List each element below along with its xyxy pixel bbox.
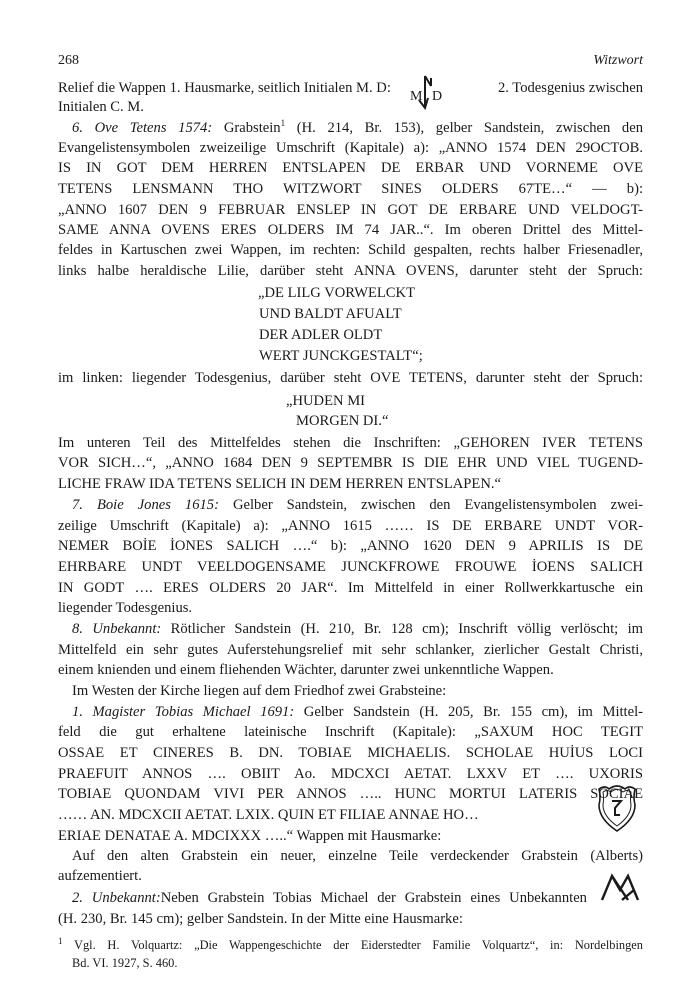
- text-line: feldes in Kartuschen zwei Wappen, im rechten: Schild gespalten, rechts halber Friesenadler,: [58, 242, 643, 258]
- entry-6-line: 6. Ove Tetens 1574: Grabstein$^1$ (H. 214, Br. 153), gelber Sandstein, zwischen den: [72, 118, 643, 136]
- section-intro-line: Im Westen der Kirche liegen auf dem Friedhof zwei Grabsteine:: [72, 683, 447, 699]
- text-line: TOBIAE QUONDAM VIVI PER ANNOS ….. HUNC MORTUI LATERIS SOCIAE: [58, 786, 643, 802]
- text-line: (H. 230, Br. 145 cm); gelber Sandstein. In der Mitte eine Hausmarke:: [58, 911, 463, 927]
- text-line: …… AN. MDCXCII AETAT. LXIX. QUIN ET FILIAE ANNAE HO…: [58, 807, 479, 823]
- text-line: aufzementiert.: [58, 868, 142, 884]
- text-line: Evangelistensymbolen zweizeilige Umschrift (Kapitale) a): „ANNO 1574 DEN 29OCTOB.: [58, 140, 643, 156]
- entry-7-line: 7. Boie Jones 1615: Gelber Sandstein, zwischen den Evangelistensymbolen zwei-: [72, 497, 643, 513]
- initial-d: D: [432, 89, 443, 104]
- footnote: $^1$ Vgl. H. Volquartz: „Die Wappengeschichte der Eiderstedter Familie Volquartz“, in: Nordelbingen: [58, 935, 643, 952]
- verse-line: UND BALDT AFUALT: [259, 306, 402, 322]
- entry-1-line: 1. Magister Tobias Michael 1691: Gelber Sandstein (H. 205, Br. 155 cm), im Mittel-: [72, 704, 644, 720]
- text-line: IN GODT …. ERES OLDERS 20 JAR“. Im Mittelfeld in einer Rollwerkkartusche ein: [58, 580, 643, 596]
- page-header: [58, 53, 643, 73]
- verse-line: WERT JUNCKGESTALT“;: [259, 348, 423, 364]
- verse-line: DER ADLER OLDT: [259, 327, 383, 343]
- text-line: VOR SICH…“, „ANNO 1684 DEN 9 SEPTEMBR IS DIE EHR UND VIEL TUGEND-: [58, 455, 643, 471]
- text-line: Initialen C. M.: [58, 99, 144, 115]
- text-line: Im unteren Teil des Mittelfeldes stehen die Inschriften: „GEHOREN IVER TETENS: [58, 435, 643, 451]
- text-line: SAME ANNA OVENS ERES OLDERS IM 74 JAR..“. Im oberen Drittel des Mittel-: [58, 222, 643, 238]
- text-line: 2. Todesgenius zwischen: [497, 80, 643, 96]
- text-line: TETENS LENSMANN THO WITZWORT SINES OLDERS 67TE…“ — b):: [58, 181, 643, 197]
- text-line: IS IN GOT DEM HERREN ENTSLAPEN DE ERBAR UND VORNEME OVE: [58, 160, 643, 176]
- text-line: Relief die Wappen 1. Hausmarke, seitlich Initialen M. D:: [58, 80, 391, 96]
- entry-8-line: 8. Unbekannt: Rötlicher Sandstein (H. 210, Br. 128 cm); Inschrift völlig verlöscht; im: [72, 621, 643, 637]
- coat-of-arms-shield-icon: [595, 783, 639, 835]
- text-line: EHRBARE UNDT VEELDOGENSAME JUNCKFROWE FROUWE İOENS SALICH: [58, 559, 643, 575]
- text-line: liegender Todesgenius.: [58, 600, 193, 616]
- house-mark-chevron-icon: [598, 870, 642, 906]
- text-line: im linken: liegender Todesgenius, darüber steht OVE TETENS, darunter steht der Spruch:: [58, 370, 643, 386]
- initial-m: M: [410, 89, 423, 104]
- text-line: feld die gut erhaltene lateinische Inschrift (Kapitale): „SAXUM HOC TEGIT: [58, 724, 643, 740]
- text-line: Auf den alten Grabstein ein neuer, einzelne Teile verdeckender Grabstein (Alberts): [72, 848, 643, 864]
- text-line: „ANNO 1607 DEN 9 FEBRUAR ENSLEP IN GOT DE ERBARE UND VELDOGT-: [58, 202, 643, 218]
- footnote-ref[interactable]: 1: [280, 118, 286, 129]
- text-line: OSSAE ET CINERES B. DN. TOBIAE MICHAELIS. SCHOLAE HUİUS LOCI: [58, 745, 643, 761]
- text-line: LICHE FRAW IDA TETENS SELICH IN DEM HERREN ENTSLAPEN.“: [58, 476, 501, 492]
- house-mark-md-icon: [406, 72, 470, 112]
- text-line: ERIAE DENATAE A. MDCIXXX …..“ Wappen mit Hausmarke:: [58, 828, 442, 844]
- text-line: links halbe heraldische Lilie, darüber steht ANNA OVENS, darunter steht der Spruch:: [58, 263, 643, 279]
- text-line: einem knienden und einem fliehenden Wächter, darunter zwei unkenntliche Wappen.: [58, 662, 554, 678]
- running-title: Witzwort: [593, 53, 643, 68]
- footnote-marker: 1: [58, 935, 63, 946]
- footnote-continuation: Bd. VI. 1927, S. 460.: [72, 956, 178, 970]
- text-line: NEMER BOİE İONES SALICH ….“ b): „ANNO 1620 DEN 9 APRILIS IS DE: [58, 538, 643, 554]
- text-line: PRAEFUIT ANNOS …. OBIIT Ao. MDCXCI AETAT. LXXV ET …. UXORIS: [58, 766, 643, 782]
- verse-line: „DE LILG VORWELCKT: [258, 285, 415, 301]
- text-line: Mittelfeld ein sehr gutes Auferstehungsrelief mit sehr schlanker, zierlicher Gestalt Christi,: [58, 642, 643, 658]
- text-line: zeilige Umschrift (Kapitale) a): „ANNO 1615 …… IS DE ERBARE UNDT VOR-: [58, 518, 643, 534]
- verse-line: „HUDEN MI: [286, 393, 366, 409]
- entry-2-line: 2. Unbekannt:Neben Grabstein Tobias Michael der Grabstein eines Unbekannten: [72, 890, 587, 906]
- page-number: 268: [58, 53, 79, 68]
- verse-line: MORGEN DI.“: [296, 413, 389, 429]
